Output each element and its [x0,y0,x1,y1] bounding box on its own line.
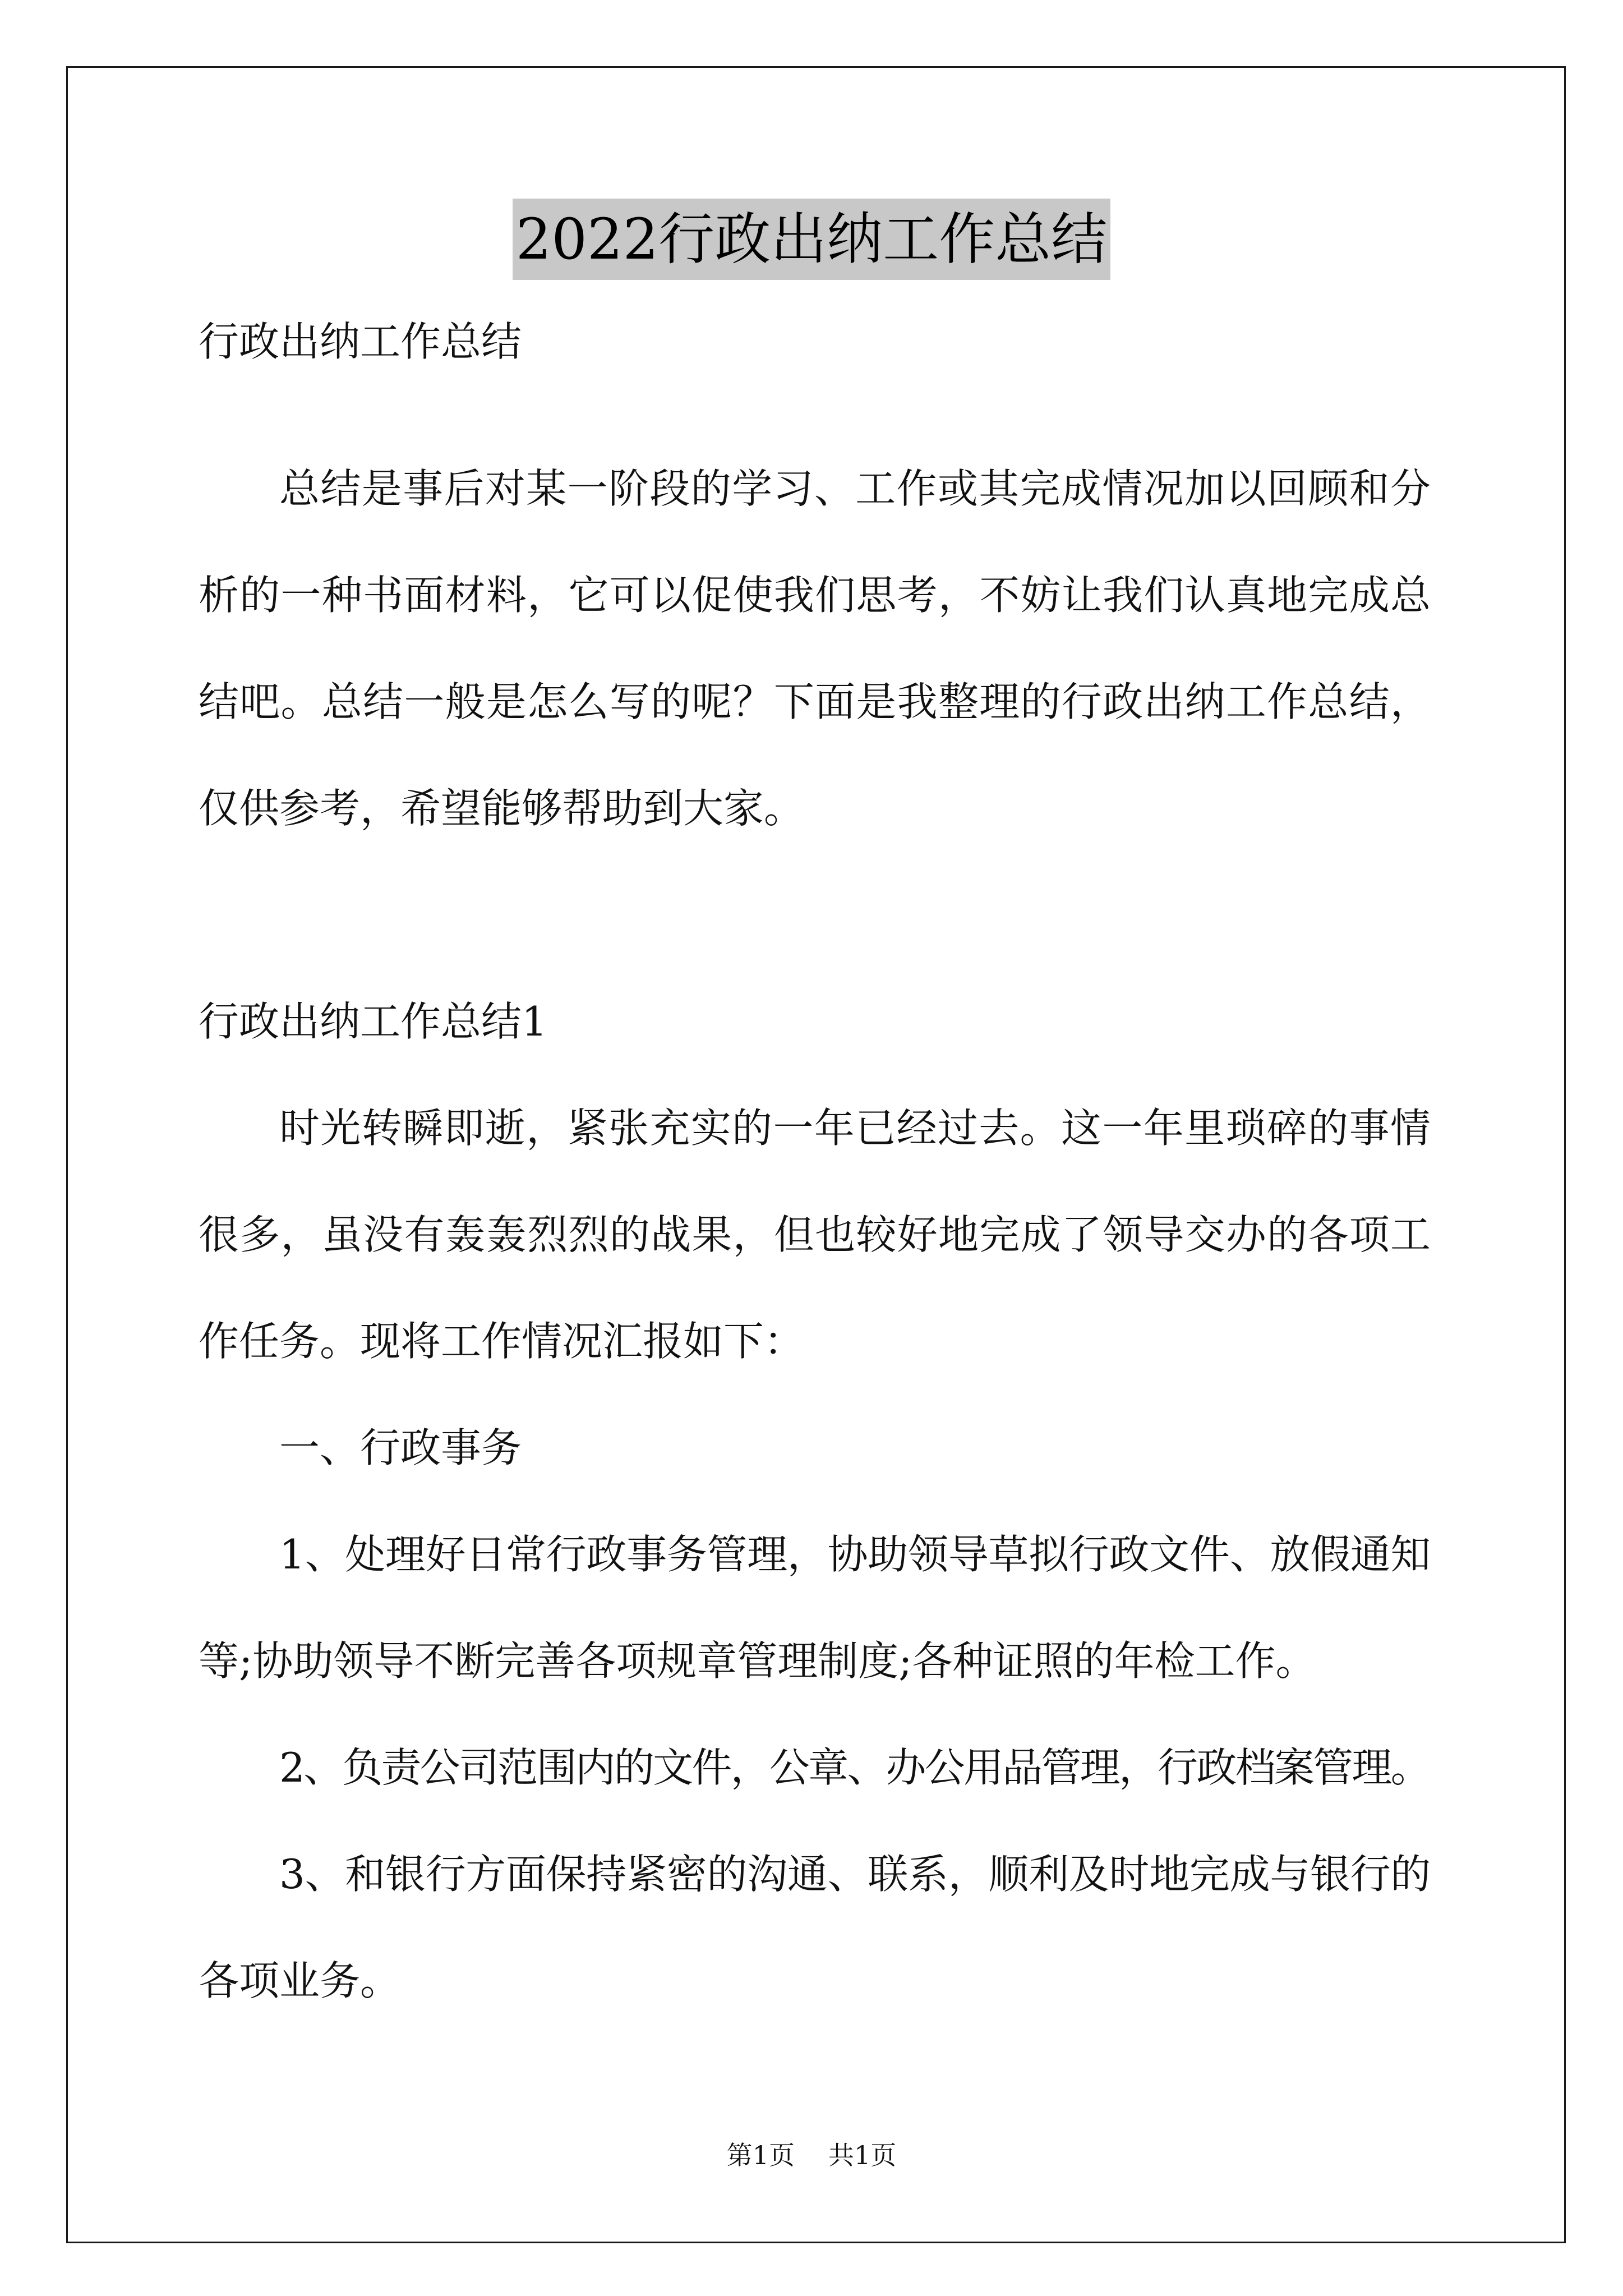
document-title: 2022行政出纳工作总结 [513,199,1111,280]
intro-paragraph [199,435,1431,862]
subsection-title: 一、行政事务 [279,1424,522,1471]
footer-page-total: 共1页 [828,2140,897,2170]
paragraph-line: 析的一种书面材料，它可以促使我们思考，不妨让我们认真地完成总 [199,572,1431,619]
paragraph-line: 结吧。总结一般是怎么写的呢？下面是我整理的行政出纳工作总结， [199,678,1431,725]
section-heading: 行政出纳工作总结 [199,318,522,365]
paragraph-line: 总结是事后对某一阶段的学习、工作或其完成情况加以回顾和分 [279,465,1431,512]
opening-paragraph [199,1075,1431,1395]
page-footer [0,2138,1623,2172]
list-item [199,1714,1431,1821]
document-body [199,288,1431,2034]
paragraph-line: 很多，虽没有轰轰烈烈的战果，但也较好地完成了领导交办的各项工 [199,1211,1431,1258]
paragraph-line: 各项业务。 [199,1957,401,2004]
section-heading-1: 行政出纳工作总结1 [199,998,547,1045]
paragraph-line: 3、和银行方面保持紧密的沟通、联系，顺利及时地完成与银行的 [279,1851,1431,1898]
paragraph-line: 2、负责公司范围内的文件，公章、办公用品管理，行政档案管理。 [279,1744,1430,1791]
paragraph-line: 时光转瞬即逝，紧张充实的一年已经过去。这一年里琐碎的事情 [279,1105,1431,1152]
paragraph-line: 作任务。现将工作情况汇报如下： [199,1318,805,1365]
paragraph-line: 等;协助领导不断完善各项规章管理制度;各种证照的年检工作。 [199,1637,1316,1685]
paragraph-line: 1、处理好日常行政事务管理，协助领导草拟行政文件、放假通知 [279,1531,1431,1578]
footer-page-number: 第1页 [726,2140,795,2170]
title-area [0,199,1623,280]
list-item [199,1821,1431,2034]
list-item [199,1501,1431,1714]
paragraph-line: 仅供参考，希望能够帮助到大家。 [199,785,805,832]
